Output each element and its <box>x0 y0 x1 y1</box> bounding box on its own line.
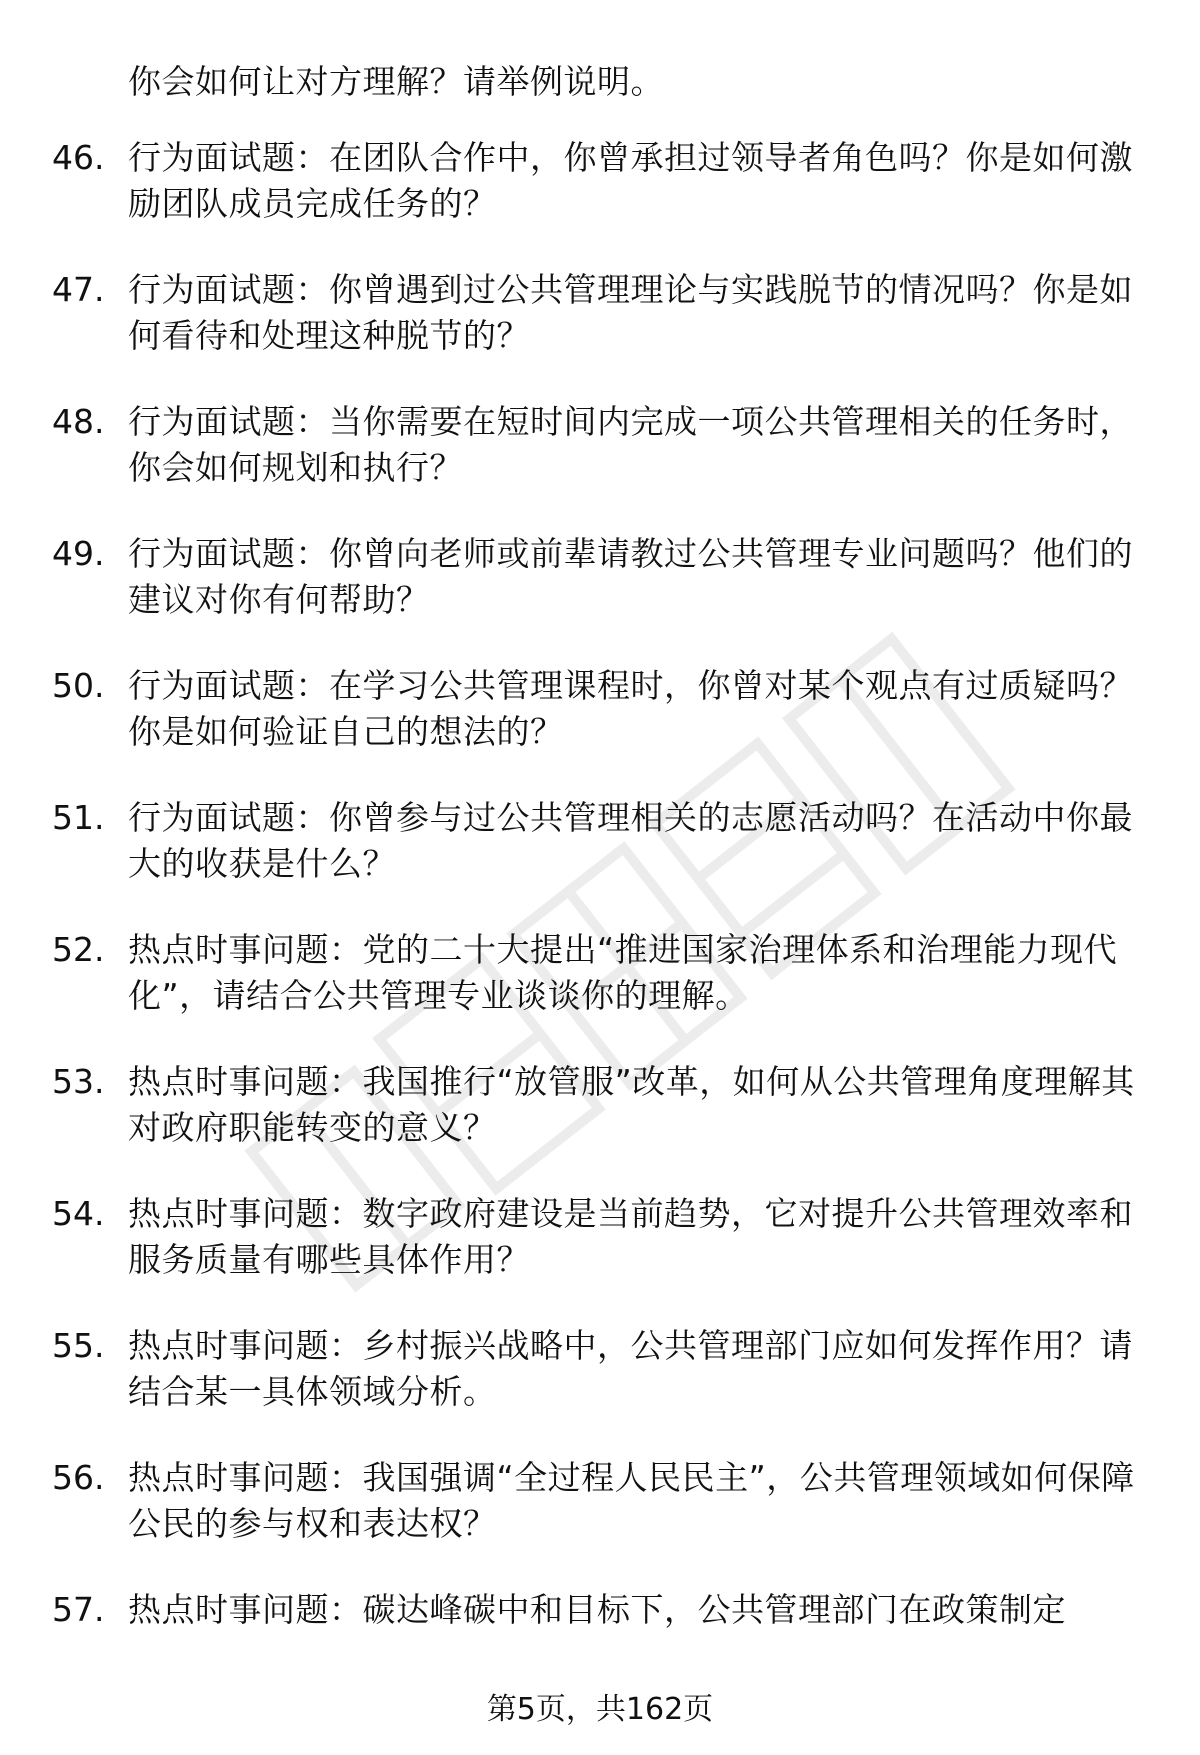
question-number: 57. <box>52 1590 105 1629</box>
question-number: 52. <box>52 930 105 969</box>
question-number: 55. <box>52 1326 105 1365</box>
question-text: 热点时事问题：碳达峰碳中和目标下，公共管理部门在政策制定 <box>128 1590 1066 1629</box>
question-item <box>0 1191 1200 1283</box>
question-text: 热点时事问题：党的二十大提出“推进国家治理体系和治理能力现代化”，请结合公共管理专业谈谈你的理解。 <box>128 930 1118 1015</box>
question-item <box>0 267 1200 359</box>
question-item <box>0 135 1200 227</box>
question-list <box>0 135 1200 1719</box>
question-item <box>0 1323 1200 1415</box>
question-item <box>0 1587 1200 1679</box>
question-item <box>0 1059 1200 1151</box>
question-number: 53. <box>52 1062 105 1101</box>
question-text: 行为面试题：在学习公共管理课程时，你曾对某个观点有过质疑吗？你是如何验证自己的想法的？ <box>128 666 1133 751</box>
question-item <box>0 399 1200 491</box>
page-footer: 第5页，共162页 <box>486 1692 714 1727</box>
question-text: 行为面试题：当你需要在短时间内完成一项公共管理相关的任务时，你会如何规划和执行？ <box>128 402 1133 487</box>
question-number: 46. <box>52 138 105 177</box>
question-item <box>0 927 1200 1019</box>
question-item <box>0 663 1200 755</box>
question-number: 49. <box>52 534 105 573</box>
question-text: 热点时事问题：我国强调“全过程人民民主”，公共管理领域如何保障公民的参与权和表达权？ <box>128 1458 1135 1543</box>
question-text: 行为面试题：你曾遇到过公共管理理论与实践脱节的情况吗？你是如何看待和处理这种脱节的？ <box>128 270 1133 355</box>
question-text: 热点时事问题：我国推行“放管服”改革，如何从公共管理角度理解其对政府职能转变的意义？ <box>128 1062 1135 1147</box>
continuation-text: 你会如何让对方理解？请举例说明。 <box>128 62 664 101</box>
question-item <box>0 1455 1200 1547</box>
question-number: 48. <box>52 402 105 441</box>
question-number: 50. <box>52 666 105 705</box>
question-number: 56. <box>52 1458 105 1497</box>
question-item <box>0 795 1200 887</box>
question-text: 热点时事问题：乡村振兴战略中，公共管理部门应如何发挥作用？请结合某一具体领域分析。 <box>128 1326 1133 1411</box>
question-number: 47. <box>52 270 105 309</box>
question-text: 行为面试题：在团队合作中，你曾承担过领导者角色吗？你是如何激励团队成员完成任务的？ <box>128 138 1133 223</box>
question-text: 行为面试题：你曾向老师或前辈请教过公共管理专业问题吗？他们的建议对你有何帮助？ <box>128 534 1133 619</box>
question-item <box>0 531 1200 623</box>
question-number: 51. <box>52 798 105 837</box>
question-number: 54. <box>52 1194 105 1233</box>
question-text: 行为面试题：你曾参与过公共管理相关的志愿活动吗？在活动中你最大的收获是什么？ <box>128 798 1133 883</box>
question-text: 热点时事问题：数字政府建设是当前趋势，它对提升公共管理效率和服务质量有哪些具体作用？ <box>128 1194 1133 1279</box>
